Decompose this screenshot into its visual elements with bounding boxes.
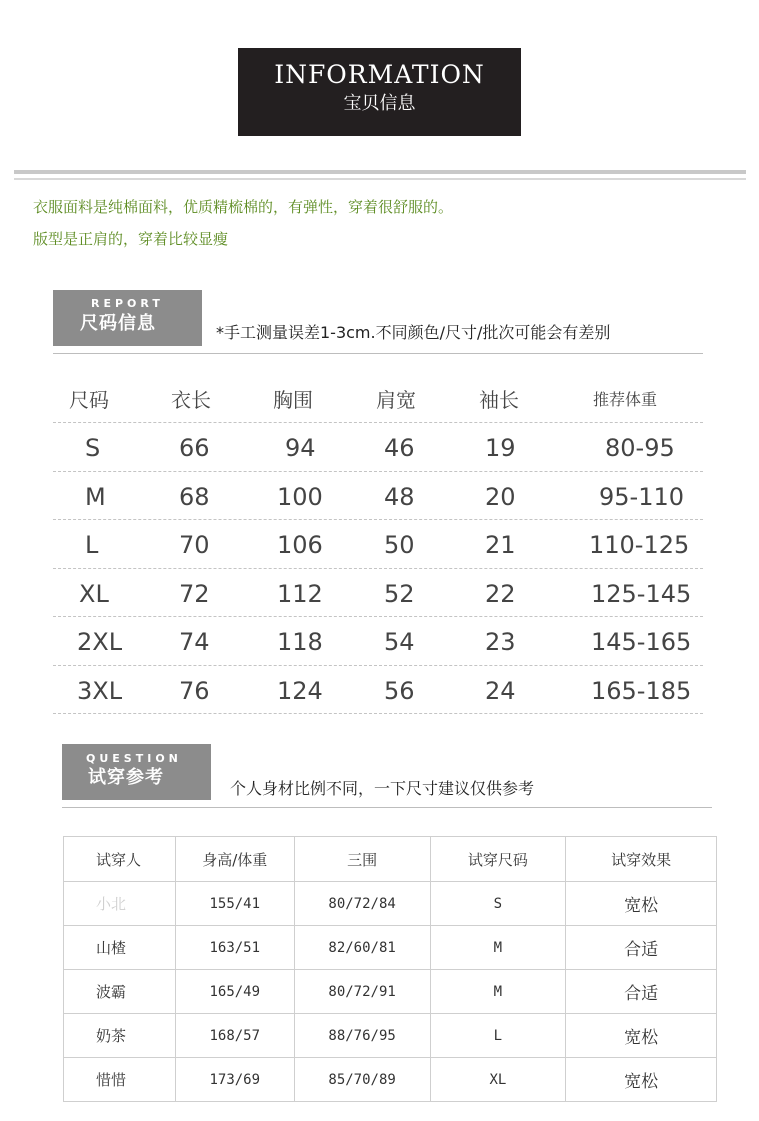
try-table-header: [64, 837, 717, 882]
header-try-size: 试穿尺码: [430, 837, 566, 882]
fit-result: 宽松: [566, 1058, 717, 1102]
weight-cell: 80-95: [605, 434, 675, 462]
sleeve-cell: 23: [485, 628, 516, 656]
header-tester: 试穿人: [64, 837, 176, 882]
shoulder-cell: 48: [384, 482, 415, 511]
header-length: 衣长: [171, 388, 211, 412]
size-cell: 3XL: [77, 676, 123, 705]
table-row: [64, 926, 717, 970]
length-cell: 68: [179, 482, 210, 511]
tester-name: 奶茶: [64, 1014, 176, 1058]
size-row: [53, 423, 703, 472]
header-height-weight: 身高/体重: [175, 837, 294, 882]
header-weight: 推荐体重: [593, 390, 658, 409]
tester-name: 惜惜: [64, 1058, 176, 1102]
header-chest: 胸围: [273, 388, 313, 412]
header-sleeve: 袖长: [479, 388, 519, 412]
height-weight: 155/41: [175, 882, 294, 926]
sleeve-cell: 20: [485, 482, 516, 511]
length-cell: 72: [179, 579, 210, 608]
length-cell: 66: [179, 434, 210, 462]
shoulder-cell: 54: [384, 628, 415, 656]
weight-cell: 125-145: [591, 579, 692, 608]
size-row: [53, 520, 703, 569]
try-size: M: [430, 926, 566, 970]
table-row: [64, 1058, 717, 1102]
try-on-table: [63, 836, 717, 1102]
fit-result: 合适: [566, 970, 717, 1014]
sleeve-cell: 22: [485, 579, 516, 608]
sleeve-cell: 21: [485, 531, 516, 559]
height-weight: 168/57: [175, 1014, 294, 1058]
try-size: XL: [430, 1058, 566, 1102]
shoulder-cell: 52: [384, 579, 415, 608]
sleeve-cell: 19: [485, 434, 516, 462]
height-weight: 165/49: [175, 970, 294, 1014]
report-tag-cn: 尺码信息: [80, 313, 156, 334]
tester-name: 小北: [64, 882, 176, 926]
size-cell: M: [85, 482, 106, 511]
weight-cell: 165-185: [591, 676, 692, 705]
fit-result: 宽松: [566, 1014, 717, 1058]
header-fit-result: 试穿效果: [566, 837, 717, 882]
size-row: [53, 569, 703, 618]
weight-cell: 145-165: [591, 628, 692, 656]
report-tag: [53, 290, 202, 346]
sleeve-cell: 24: [485, 676, 516, 705]
section-underline: [62, 807, 712, 808]
divider: [14, 170, 746, 174]
height-weight: 163/51: [175, 926, 294, 970]
table-row: [64, 970, 717, 1014]
banner-title-cn: 宝贝信息: [343, 93, 416, 114]
question-tag-cn: 试穿参考: [88, 767, 164, 788]
weight-cell: 110-125: [589, 531, 690, 559]
size-table-header: [53, 378, 703, 423]
try-size: M: [430, 970, 566, 1014]
size-cell: 2XL: [77, 628, 123, 656]
length-cell: 74: [179, 628, 210, 656]
report-tag-en: REPORT: [91, 297, 164, 310]
tester-name: 山楂: [64, 926, 176, 970]
information-banner: [238, 48, 521, 136]
table-row: [64, 882, 717, 926]
divider: [14, 178, 746, 180]
chest-cell: 100: [277, 482, 323, 511]
weight-cell: 95-110: [599, 482, 685, 511]
description-line: 版型是正肩的，穿着比较显瘦: [33, 230, 229, 248]
measurement-note: *手工测量误差1-3cm.不同颜色/尺寸/批次可能会有差别: [216, 323, 611, 342]
fit-result: 合适: [566, 926, 717, 970]
section-underline: [53, 353, 703, 354]
size-cell: L: [85, 531, 99, 559]
description-line: 衣服面料是纯棉面料，优质精梳棉的，有弹性，穿着很舒服的。: [33, 198, 454, 216]
try-size: S: [430, 882, 566, 926]
measurements: 82/60/81: [294, 926, 430, 970]
chest-cell: 94: [285, 434, 316, 462]
shoulder-cell: 56: [384, 676, 415, 705]
banner-title-en: INFORMATION: [274, 60, 485, 89]
length-cell: 76: [179, 676, 210, 705]
size-table: [53, 378, 703, 714]
measurements: 80/72/84: [294, 882, 430, 926]
size-row: [53, 472, 703, 521]
measurements: 80/72/91: [294, 970, 430, 1014]
table-row: [64, 1014, 717, 1058]
fit-result: 宽松: [566, 882, 717, 926]
fit-note: 个人身材比例不同，一下尺寸建议仅供参考: [230, 779, 535, 798]
measurements: 88/76/95: [294, 1014, 430, 1058]
chest-cell: 106: [277, 531, 323, 559]
header-measurements: 三围: [294, 837, 430, 882]
chest-cell: 112: [277, 579, 323, 608]
shoulder-cell: 50: [384, 531, 415, 559]
size-cell: S: [85, 434, 101, 462]
size-row: [53, 617, 703, 666]
length-cell: 70: [179, 531, 210, 559]
height-weight: 173/69: [175, 1058, 294, 1102]
header-size: 尺码: [69, 388, 109, 412]
shoulder-cell: 46: [384, 434, 415, 462]
chest-cell: 124: [277, 676, 323, 705]
size-row: [53, 666, 703, 715]
header-shoulder: 肩宽: [376, 388, 416, 412]
question-tag: [62, 744, 211, 800]
chest-cell: 118: [277, 628, 323, 656]
tester-name: 波霸: [64, 970, 176, 1014]
try-size: L: [430, 1014, 566, 1058]
measurements: 85/70/89: [294, 1058, 430, 1102]
size-cell: XL: [79, 579, 109, 608]
question-tag-en: QUESTION: [86, 752, 182, 765]
